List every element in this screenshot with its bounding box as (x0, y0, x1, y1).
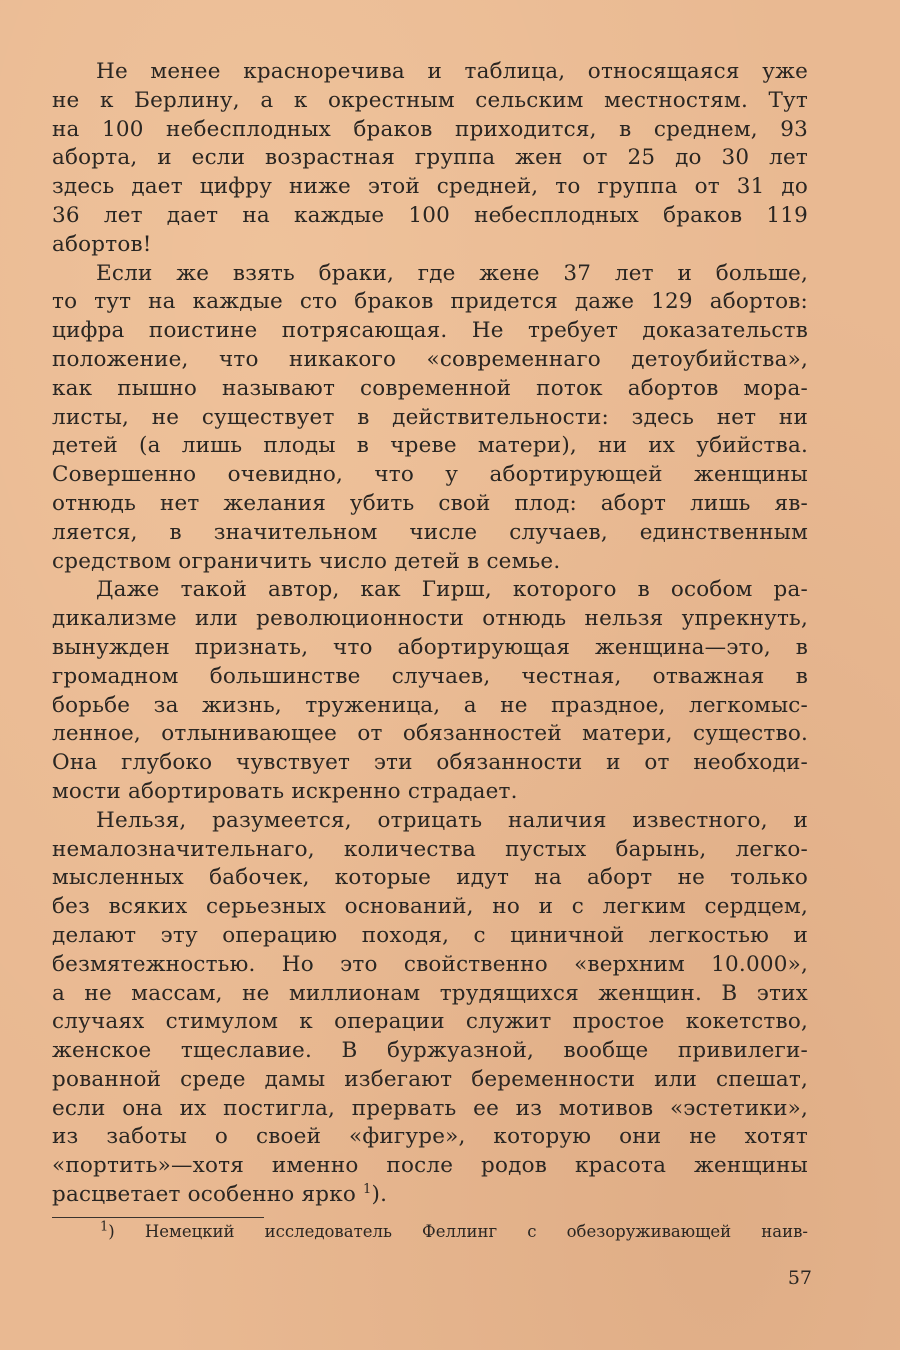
text-line: борьбе за жизнь, труженица, а не праздное, легкомыс- (52, 692, 808, 718)
text-line: то тут на каждые сто браков придется даже 129 абортов: (52, 289, 808, 315)
text-line: не к Берлину, а к окрестным сельским местностям. Тут (52, 87, 808, 113)
footnote-marker: 1 (100, 1219, 109, 1235)
text-line: случаях стимулом к операции служит простое кокетство, (52, 1009, 808, 1035)
text-line: на 100 небесплодных браков приходится, в среднем, 93 (52, 116, 808, 142)
text-line: ляется, в значительном числе случаев, единственным (52, 519, 808, 545)
footnote-divider (52, 1217, 264, 1218)
text-line: 36 лет дает на каждые 100 небесплодных браков 119 (52, 202, 808, 228)
final-line-text: расцветает особенно ярко (52, 1182, 356, 1208)
text-line: отнюдь нет желания убить свой плод: аборт лишь яв- (52, 490, 808, 516)
final-line-tail: ). (371, 1182, 388, 1208)
text-line: средством ограничить число детей в семье. (52, 548, 561, 574)
text-line: мости абортировать искренно страдает. (52, 778, 518, 804)
text-line: Если же взять браки, где жене 37 лет и больше, (96, 260, 808, 286)
text-line: без всяких серьезных оснований, но и с легким сердцем, (52, 894, 808, 920)
footnote-text: ) Немецкий исследователь Феллинг с обезоруживающей наив- (108, 1222, 808, 1241)
text-line: женское тщеславие. В буржуазной, вообще привилеги- (52, 1038, 808, 1064)
text-line: Нельзя, разумеется, отрицать наличия известного, и (96, 807, 808, 833)
text-line: делают эту операцию походя, с циничной легкостью и (52, 922, 808, 948)
text-line: если она их постигла, прервать ее из мотивов «эстетики», (52, 1095, 808, 1121)
text-line: безмятежностью. Но это свойственно «верхним 10.000», (52, 951, 808, 977)
text-line: «портить»—хотя именно после родов красота женщины (52, 1153, 808, 1179)
footnote (100, 1220, 808, 1244)
text-line: мысленных бабочек, которые идут на аборт не только (52, 865, 808, 891)
text-line: из заботы о своей «фигуре», которую они не хотят (52, 1124, 808, 1150)
text-line: листы, не существует в действительности: здесь нет ни (52, 404, 808, 430)
text-line: Совершенно очевидно, что у абортирующей женщины (52, 462, 808, 488)
text-line: положение, что никакого «современнаго детоубийства», (52, 346, 808, 372)
text-line: ленное, отлынивающее от обязанностей матери, существо. (52, 721, 808, 747)
text-line: детей (а лишь плоды в чреве матери), ни их убийства. (52, 433, 808, 459)
text-line: аборта, и если возрастная группа жен от 25 до 30 лет (52, 145, 808, 171)
text-line-final (52, 1181, 808, 1210)
body-text (52, 58, 808, 1210)
text-line: Даже такой автор, как Гирш, которого в особом ра- (96, 577, 808, 603)
text-line: а не массам, не миллионам трудящихся женщин. В этих (52, 980, 808, 1006)
text-line: рованной среде дамы избегают беременности или спешат, (52, 1066, 808, 1092)
text-line: абортов! (52, 231, 152, 257)
footnote-reference: 1 (363, 1181, 372, 1197)
text-line: как пышно называют современной поток абортов мора- (52, 375, 808, 401)
text-line: Она глубоко чувствует эти обязанности и от необходи- (52, 750, 808, 776)
text-line: громадном большинстве случаев, честная, отважная в (52, 663, 808, 689)
text-line: Не менее красноречива и таблица, относящаяся уже (96, 59, 808, 84)
text-line: здесь дает цифру ниже этой средней, то группа от 31 до (52, 174, 808, 200)
text-line: немалозначительнаго, количества пустых барынь, легко- (52, 836, 808, 862)
page-number: 57 (787, 1267, 812, 1289)
text-line: дикализме или революционности отнюдь нельзя упрекнуть, (52, 606, 808, 632)
text-line: цифра поистине потрясающая. Не требует доказательств (52, 318, 808, 344)
text-line: вынужден признать, что абортирующая женщина—это, в (52, 634, 808, 660)
